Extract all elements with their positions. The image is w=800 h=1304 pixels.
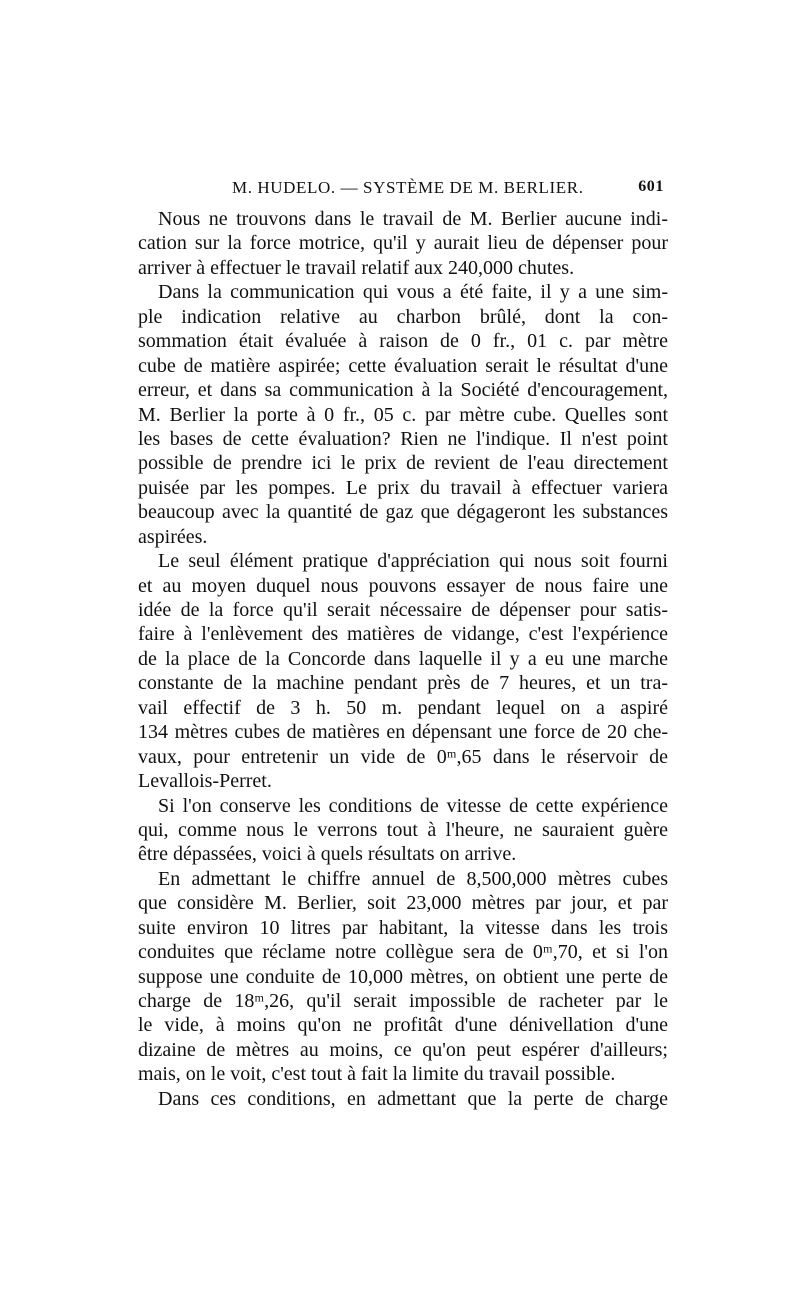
text-line: cation sur la force motrice, qu'il y aurait lieu de dépenser pour — [138, 232, 668, 255]
text-line: conduites que réclame notre collègue sera de 0ᵐ,70, et si l'on — [138, 941, 668, 964]
paragraph — [138, 794, 668, 867]
text-line: Nous ne trouvons dans le travail de M. Berlier aucune indi- — [158, 208, 668, 230]
text-line: suite environ 10 litres par habitant, la vitesse dans les trois — [138, 916, 668, 939]
text-line: charge de 18ᵐ,26, qu'il serait impossible de racheter par le — [138, 990, 668, 1012]
text-line: vaux, pour entretenir un vide de 0ᵐ,65 dans le réservoir de — [138, 745, 668, 768]
text-line: les bases de cette évaluation? Rien ne l'indique. Il n'est point — [138, 427, 668, 450]
running-head — [140, 178, 664, 204]
text-line: erreur, et dans sa communication à la Société d'encouragement, — [138, 379, 668, 402]
text-line: dizaine de mètres au moins, ce qu'on peut espérer d'ailleurs; — [138, 1038, 668, 1061]
text-line: qui, comme nous le verrons tout à l'heure, ne sauraient guère — [138, 818, 668, 841]
text-line: que considère M. Berlier, soit 23,000 mètres par jour, et par — [138, 892, 668, 915]
text-line: arriver à effectuer le travail relatif aux 240,000 chutes. — [138, 256, 575, 279]
text-line: Le seul élément pratique d'appréciation qui nous soit fourni — [158, 550, 668, 573]
text-line: Dans la communication qui vous a été faite, il y a une sim- — [158, 281, 668, 304]
paragraph — [138, 280, 668, 549]
paragraph — [138, 867, 668, 1087]
text-line: être dépassées, voici à quels résultats on arrive. — [138, 843, 517, 866]
paragraph — [138, 549, 668, 793]
text-line: M. Berlier la porte à 0 fr., 05 c. par mètre cube. Quelles sont — [138, 403, 668, 426]
text-line: cube de matière aspirée; cette évaluation serait le résultat d'une — [138, 354, 668, 377]
page-number: 601 — [638, 178, 664, 195]
text-line: mais, on le voit, c'est tout à fait la limite du travail possible. — [138, 1063, 616, 1086]
text-line: constante de la machine pendant près de 7 heures, et un tra- — [138, 672, 668, 695]
text-line: En admettant le chiffre annuel de 8,500,000 mètres cubes — [158, 867, 668, 890]
text-line: Dans ces conditions, en admettant que la perte de charge — [158, 1087, 668, 1110]
text-line: Levallois-Perret. — [138, 770, 272, 793]
paragraph — [138, 1087, 668, 1111]
text-line: vail effectif de 3 h. 50 m. pendant lequel on a aspiré — [138, 696, 668, 719]
text-line: sommation était évaluée à raison de 0 fr., 01 c. par mètre — [138, 330, 668, 353]
text-line: suppose une conduite de 10,000 mètres, on obtient une perte de — [138, 965, 668, 988]
paragraph — [138, 207, 668, 280]
text-line: et au moyen duquel nous pouvons essayer de nous faire une — [138, 574, 668, 597]
text-line: faire à l'enlèvement des matières de vidange, c'est l'expérience — [138, 623, 668, 646]
text-line: beaucoup avec la quantité de gaz que dégageront les substances — [138, 501, 668, 524]
text-line: Si l'on conserve les conditions de vitesse de cette expérience — [158, 794, 668, 817]
text-line: idée de la force qu'il serait nécessaire de dépenser pour satis- — [138, 599, 668, 621]
text-line: puisée par les pompes. Le prix du travail à effectuer variera — [138, 476, 668, 499]
text-line: ple indication relative au charbon brûlé, dont la con- — [138, 305, 668, 328]
text-line: 134 mètres cubes de matières en dépensant une force de 20 che- — [138, 721, 668, 744]
text-line: le vide, à moins qu'on ne profitât d'une dénivellation d'une — [138, 1014, 668, 1037]
running-title: M. HUDELO. — SYSTÈME DE M. BERLIER. — [232, 178, 584, 197]
body-text — [138, 207, 668, 1111]
text-line: aspirées. — [138, 525, 208, 548]
text-line: de la place de la Concorde dans laquelle il y a eu une marche — [138, 647, 668, 670]
text-line: possible de prendre ici le prix de revient de l'eau directement — [138, 452, 668, 475]
